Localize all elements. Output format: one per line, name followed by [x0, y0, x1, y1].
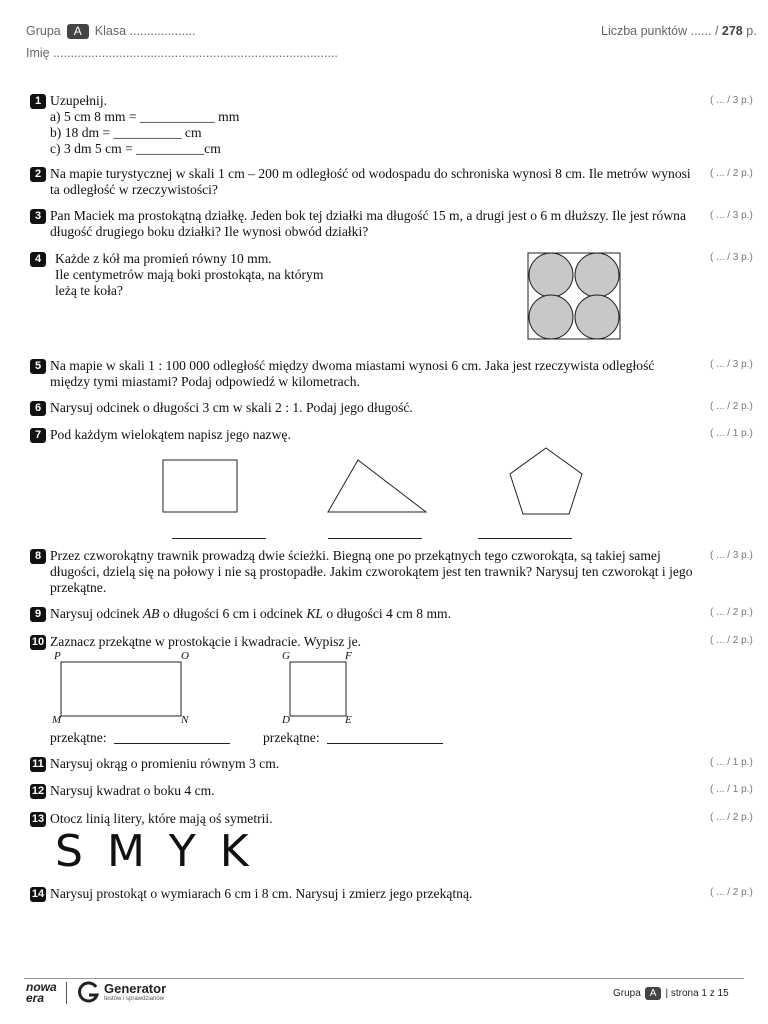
vertex-label: N: [181, 714, 189, 726]
diagonals-answer-2: [263, 730, 320, 746]
text-part: o długości 4 cm 8 mm.: [323, 606, 451, 621]
diagonals-answer-1: [50, 730, 107, 746]
group-badge: A: [67, 24, 89, 39]
answer-line[interactable]: [328, 538, 422, 539]
vertex-label: E: [345, 714, 352, 726]
question-text: Narysuj odcinek o długości 3 cm w skali 2 : 1. Podaj jego długość.: [50, 400, 413, 415]
question-number: 4: [30, 252, 46, 267]
question-number: 14: [31, 888, 45, 900]
points-box: ( ... / 3 p.): [710, 95, 753, 106]
question-3: [30, 208, 696, 240]
page-number: | strona 1 z 15: [665, 988, 729, 999]
question-text: Otocz linią litery, które mają oś symetrii.: [50, 811, 273, 826]
points-box: ( ... / 2 p.): [710, 401, 753, 412]
vertex-label: F: [345, 650, 352, 662]
generator-logo: [104, 982, 166, 1003]
points-header: [601, 24, 757, 38]
vertex-label: O: [181, 650, 189, 662]
question-1: [30, 93, 696, 157]
name-line: Imię ..................................................................................: [26, 46, 338, 60]
letters-row: [55, 826, 273, 877]
points-box: ( ... / 2 p.): [710, 635, 753, 646]
vertex-label: D: [282, 714, 290, 726]
pentagon-shape: [510, 448, 582, 514]
points-box: ( ... / 2 p.): [710, 887, 753, 898]
question-line: Ile centymetrów mają boki prostokąta, na którym: [55, 267, 324, 282]
square-figure: [289, 661, 347, 717]
question-text: [50, 606, 696, 622]
question-text: Pan Maciek ma prostokątną działkę. Jeden bok tej działki ma długość 15 m, a drugi jest o 6 m dłuższy. Ile jest równa długość drugiego boku działki? Ile wynosi obwód działki?: [50, 208, 686, 239]
question-number: 1: [30, 94, 46, 109]
polygons-figure: [150, 444, 610, 544]
question-text: Narysuj okrąg o promieniu równym 3 cm.: [50, 756, 280, 771]
points-box: ( ... / 1 p.): [710, 757, 753, 768]
question-text: Zaznacz przekątne w prostokącie i kwadracie. Wypisz je.: [50, 634, 362, 649]
question-13: [30, 811, 696, 827]
question-number: 10: [31, 636, 45, 648]
letter[interactable]: S: [55, 826, 83, 877]
question-number: 5: [30, 359, 46, 374]
question-2: [30, 166, 696, 198]
segment-kl: KL: [306, 606, 323, 621]
question-line: c) 3 dm 5 cm = __________cm: [50, 141, 221, 156]
question-number: 9: [30, 607, 46, 622]
points-box: ( ... / 2 p.): [710, 607, 753, 618]
question-number: 3: [30, 209, 46, 224]
answer-line[interactable]: [172, 538, 266, 539]
generator-logo-icon: [77, 981, 101, 1005]
vertex-label: P: [54, 650, 61, 662]
rectangle-shape: [163, 460, 237, 512]
question-text: Każde z kół ma promień równy 10 mm.: [55, 251, 272, 266]
footer-page-info: [613, 987, 729, 1000]
circle: [575, 253, 619, 297]
points-box: ( ... / 2 p.): [710, 812, 753, 823]
segment-ab: AB: [142, 606, 160, 621]
circle: [529, 253, 573, 297]
question-10: [30, 634, 696, 650]
question-text: Narysuj prostokąt o wymiarach 6 cm i 8 cm. Narysuj i zmierz jego przekątną.: [50, 886, 473, 901]
question-number: 2: [30, 167, 46, 182]
triangle-shape: [328, 460, 426, 512]
answer-label: przekątne:: [50, 730, 107, 745]
letter[interactable]: K: [219, 826, 249, 877]
logo-separator: [66, 982, 67, 1004]
question-14: [30, 886, 696, 902]
question-12: [30, 783, 696, 799]
question-text: Na mapie w skali 1 : 100 000 odległość między dwoma miastami wynosi 6 cm. Jaka jest rzeczywista odległość między tymi miastami? Podaj odpowiedź w kilometrach.: [50, 358, 655, 389]
points-box: ( ... / 3 p.): [710, 252, 753, 263]
class-label: Klasa ...................: [94, 24, 196, 38]
nowa-era-logo: [26, 982, 57, 1004]
letter[interactable]: M: [106, 826, 145, 877]
points-box: ( ... / 1 p.): [710, 784, 753, 795]
footer-divider: [24, 978, 744, 979]
text-part: Narysuj odcinek: [50, 606, 143, 621]
question-text: Pod każdym wielokątem napisz jego nazwę.: [50, 427, 291, 442]
group-label: Grupa: [26, 24, 61, 38]
header-group: [26, 24, 196, 39]
question-9: [30, 606, 696, 622]
points-label: Liczba punktów ...... /: [601, 24, 719, 38]
question-number: 7: [30, 428, 46, 443]
question-7: [30, 427, 696, 443]
question-text: Narysuj kwadrat o boku 4 cm.: [50, 783, 215, 798]
letter[interactable]: Y: [168, 826, 196, 877]
footer-group-badge: A: [645, 987, 662, 1000]
question-number: 11: [30, 757, 46, 772]
points-box: ( ... / 3 p.): [710, 210, 753, 221]
circle: [529, 295, 573, 339]
text-part: o długości 6 cm i odcinek: [159, 606, 307, 621]
footer-group-label: Grupa: [613, 988, 641, 999]
question-line: leżą te koła?: [55, 283, 123, 298]
question-number: 12: [31, 785, 45, 797]
generator-subtitle: testów i sprawdzianów: [104, 996, 165, 1002]
points-box: ( ... / 2 p.): [710, 168, 753, 179]
question-text: Na mapie turystycznej w skali 1 cm – 200 m odległość od wodospadu do schroniska wynosi 8 cm. Ile metrów wynosi ta odległość w rzeczywistości?: [50, 166, 691, 197]
points-box: ( ... / 1 p.): [710, 428, 753, 439]
logo-nowa: nowa: [26, 980, 57, 994]
question-11: [30, 756, 696, 772]
points-suffix: p.: [746, 24, 757, 38]
vertex-label: G: [282, 650, 290, 662]
question-number: 8: [30, 549, 46, 564]
question-text: Uzupełnij.: [50, 93, 108, 108]
vertex-label: M: [52, 714, 62, 726]
points-box: ( ... / 3 p.): [710, 550, 753, 561]
circle: [575, 295, 619, 339]
answer-label: przekątne:: [263, 730, 320, 745]
circles-figure: [526, 251, 622, 341]
question-5: [30, 358, 696, 390]
answer-line[interactable]: [114, 743, 230, 744]
points-box: ( ... / 3 p.): [710, 359, 753, 370]
question-number: 6: [30, 401, 46, 416]
question-line: a) 5 cm 8 mm = ___________ mm: [50, 109, 240, 124]
question-text: Przez czworokątny trawnik prowadzą dwie ścieżki. Biegną one po przekątnych tego czworokąta, są takiej samej długości, dzielą się na połowy i nie są prostopadłe. Jakim czworokątem jest ten trawnik? Narysuj ten czworokąt i jego przekątne.: [50, 548, 693, 595]
question-8: [30, 548, 696, 596]
logo-era: era: [26, 991, 45, 1005]
generator-title: Generator: [104, 981, 167, 996]
question-line: b) 18 dm = __________ cm: [50, 125, 202, 140]
rectangle-figure: [60, 661, 182, 717]
question-number: 13: [31, 813, 45, 825]
answer-line[interactable]: [478, 538, 572, 539]
question-6: [30, 400, 696, 416]
points-total: 278: [721, 24, 743, 38]
answer-line[interactable]: [327, 743, 443, 744]
